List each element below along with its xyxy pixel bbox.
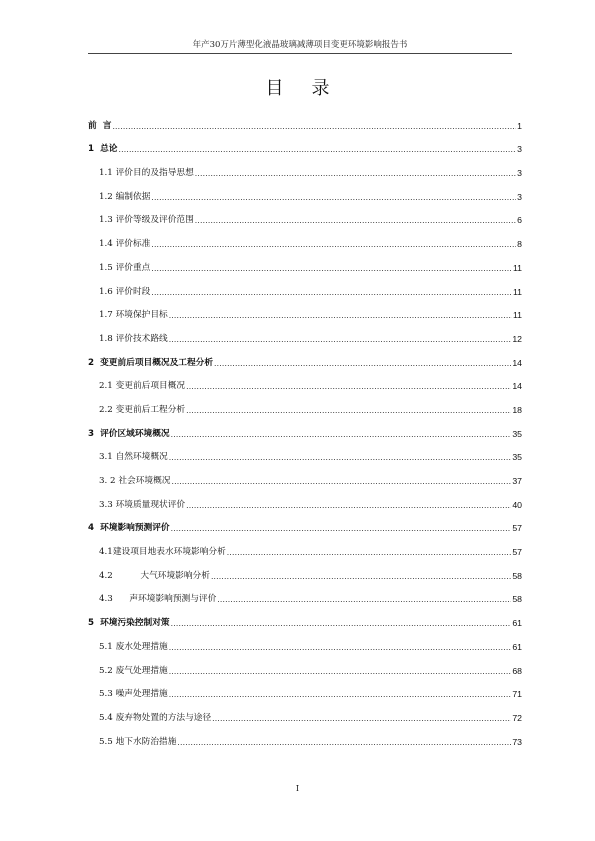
toc-entry-page-number: 14: [512, 381, 522, 392]
toc-entry-page-number: 40: [512, 499, 522, 510]
toc-entry-page-number: 14: [512, 357, 522, 368]
toc-entry-page-number: 11: [512, 310, 522, 321]
toc-entry-label: 前 言: [88, 120, 112, 131]
toc-entry-label: 4 环境影响预测评价: [88, 523, 170, 534]
toc-chapter-entry[interactable]: [88, 345, 522, 369]
toc-section-entry[interactable]: [88, 487, 522, 511]
toc-entry-label: 2 变更前后项目概况及工程分析: [88, 357, 214, 368]
toc-entry-page-number: 57: [512, 547, 522, 558]
toc-chapter-entry[interactable]: [88, 108, 522, 132]
toc-entry-page-number: 1: [517, 120, 522, 131]
toc-entry-label: 1.8 评价技术路线: [99, 333, 168, 344]
dot-leader: [195, 168, 516, 179]
toc-entry-label: 5.3 噪声处理措施: [99, 689, 168, 700]
dot-leader: [177, 737, 511, 748]
toc-entry-label: 2.1 变更前后项目概况: [99, 381, 186, 392]
dot-leader: [186, 500, 511, 511]
toc-section-entry[interactable]: [88, 155, 522, 179]
dot-leader: [195, 215, 516, 226]
toc-entry-page-number: 71: [512, 689, 522, 700]
toc-section-entry[interactable]: [88, 463, 522, 487]
toc-entry-label: 1.3 评价等级及评价范围: [99, 215, 194, 226]
toc-entry-label: 1.6 评价时段: [99, 286, 151, 297]
dot-leader: [211, 571, 511, 582]
toc-chapter-entry[interactable]: [88, 511, 522, 535]
toc-entry-label: 1.1 评价目的及指导思想: [99, 168, 194, 179]
dot-leader: [227, 547, 512, 558]
toc-entry-label: 3.3 环境质量现状评价: [99, 499, 186, 510]
dot-leader: [171, 429, 512, 440]
dot-leader: [186, 405, 511, 416]
dot-leader: [151, 263, 512, 274]
toc-entry-page-number: 11: [512, 262, 522, 273]
toc-entry-label: 1.7 环境保护目标: [99, 310, 168, 321]
table-of-contents: [88, 108, 522, 748]
toc-entry-page-number: 57: [512, 523, 522, 534]
dot-leader: [171, 618, 512, 629]
toc-entry-page-number: 12: [512, 333, 522, 344]
page-number: I: [295, 784, 300, 793]
dot-leader: [151, 287, 512, 298]
toc-entry-page-number: 18: [512, 404, 522, 415]
dot-leader: [214, 358, 511, 369]
dot-leader: [112, 121, 516, 132]
toc-entry-label: 3. 2 社会环境概况: [99, 476, 171, 486]
toc-section-entry[interactable]: [88, 653, 522, 677]
toc-entry-page-number: 35: [512, 428, 522, 439]
dot-leader: [169, 642, 512, 653]
dot-leader: [171, 523, 512, 534]
toc-entry-page-number: 61: [512, 641, 522, 652]
dot-leader: [118, 144, 516, 155]
toc-entry-label: 4.2 大气环境影响分析: [99, 570, 210, 581]
toc-section-entry[interactable]: [88, 298, 522, 322]
toc-section-entry[interactable]: [88, 700, 522, 724]
dot-leader: [212, 713, 511, 724]
toc-entry-page-number: 72: [512, 712, 522, 723]
toc-entry-label: 4.3 声环境影响预测与评价: [99, 594, 217, 605]
dot-leader: [151, 239, 516, 250]
toc-entry-label: 1.4 评价标准: [99, 239, 151, 250]
toc-entry-page-number: 8: [517, 239, 522, 250]
dot-leader: [169, 666, 512, 677]
toc-entry-label: 1.5 评价重点: [99, 262, 151, 273]
toc-section-entry[interactable]: [88, 440, 522, 464]
dot-leader: [169, 452, 512, 463]
toc-entry-page-number: 35: [512, 452, 522, 463]
dot-leader: [169, 689, 512, 700]
toc-entry-page-number: 58: [512, 594, 522, 605]
dot-leader: [171, 476, 511, 487]
dot-leader: [169, 310, 512, 321]
toc-entry-page-number: 61: [512, 618, 522, 629]
toc-section-entry[interactable]: [88, 558, 522, 582]
toc-entry-label: 1 总论: [88, 144, 118, 155]
toc-entry-page-number: 37: [512, 476, 522, 486]
toc-entry-label: 2.2 变更前后工程分析: [99, 404, 186, 415]
toc-section-entry[interactable]: [88, 250, 522, 274]
toc-section-entry[interactable]: [88, 369, 522, 393]
toc-entry-page-number: 73: [512, 736, 522, 747]
toc-entry-label: 1.2 编制依据: [99, 191, 151, 202]
toc-section-entry[interactable]: [88, 321, 522, 345]
toc-section-entry[interactable]: [88, 179, 522, 203]
toc-title: 目录: [265, 78, 358, 99]
toc-section-entry[interactable]: [88, 203, 522, 227]
dot-leader: [169, 334, 512, 345]
toc-entry-page-number: 3: [517, 168, 522, 179]
toc-entry-page-number: 3: [517, 144, 522, 155]
toc-entry-label: 5 环境污染控制对策: [88, 618, 170, 629]
toc-entry-label: 3 评价区域环境概况: [88, 428, 170, 439]
toc-section-entry[interactable]: [88, 677, 522, 701]
toc-section-entry[interactable]: [88, 534, 522, 558]
header-rule: [88, 53, 512, 54]
toc-entry-label: 5.5 地下水防治措施: [99, 736, 177, 747]
toc-chapter-entry[interactable]: [88, 605, 522, 629]
toc-entry-label: 5.4 废弃物处置的方法与途径: [99, 712, 212, 723]
running-header: 年产30万片薄型化液晶玻璃减薄项目变更环境影响报告书: [192, 40, 408, 50]
toc-entry-label: 4.1建设项目地表水环境影响分析: [99, 547, 226, 558]
toc-entry-page-number: 68: [512, 665, 522, 676]
toc-entry-page-number: 3: [517, 191, 522, 202]
toc-entry-page-number: 6: [517, 215, 522, 226]
dot-leader: [151, 192, 516, 203]
toc-section-entry[interactable]: [88, 392, 522, 416]
toc-entry-label: 5.2 废气处理措施: [99, 665, 168, 676]
toc-entry-label: 5.1 废水处理措施: [99, 641, 168, 652]
toc-chapter-entry[interactable]: [88, 132, 522, 156]
toc-entry-label: 3.1 自然环境概况: [99, 452, 168, 463]
dot-leader: [186, 381, 511, 392]
toc-section-entry[interactable]: [88, 724, 522, 748]
toc-section-entry[interactable]: [88, 582, 522, 606]
toc-entry-page-number: 58: [512, 570, 522, 581]
toc-chapter-entry[interactable]: [88, 416, 522, 440]
toc-section-entry[interactable]: [88, 629, 522, 653]
dot-leader: [217, 594, 511, 605]
toc-section-entry[interactable]: [88, 274, 522, 298]
toc-section-entry[interactable]: [88, 226, 522, 250]
toc-entry-page-number: 11: [512, 286, 522, 297]
